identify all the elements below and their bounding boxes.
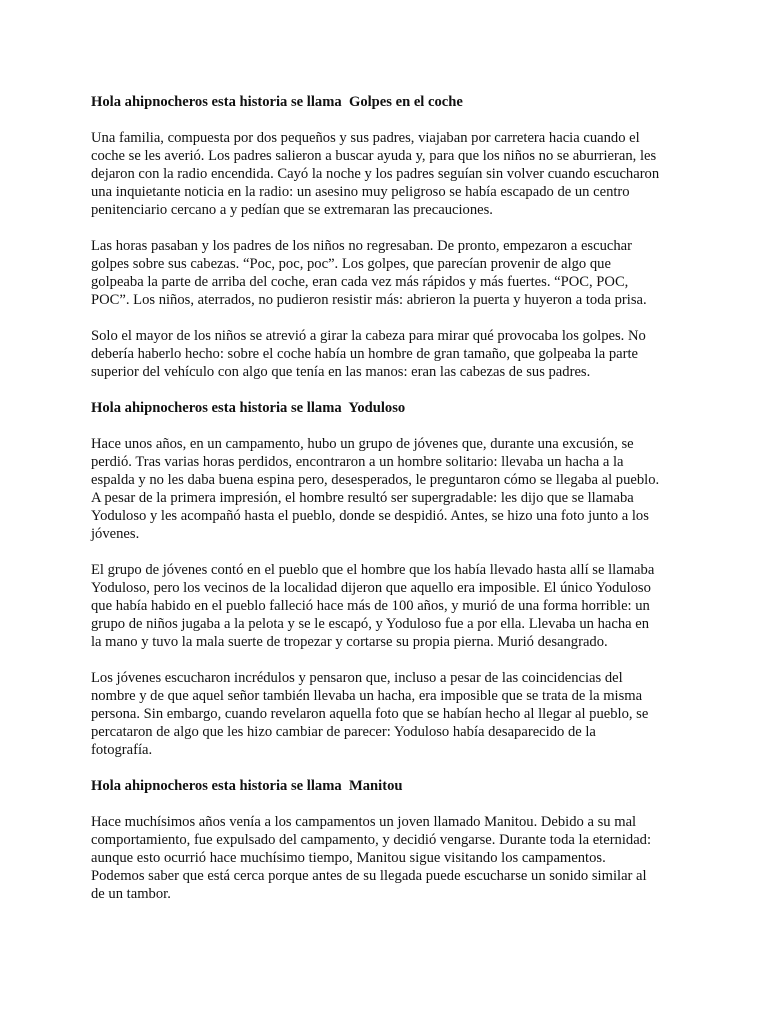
- paragraph: [91, 435, 692, 543]
- text-line: aunque esto ocurrió hace muchísimo tiempo, Manitou sigue visitando los campamentos.: [91, 850, 606, 866]
- text-line: de un tambor.: [91, 886, 171, 902]
- paragraph: [91, 813, 692, 903]
- text-line: nombre y de que aquel señor también llevaba un hacha, era imposible que se trata de la misma: [91, 688, 643, 704]
- text-line: la mano y tuvo la mala suerte de tropezar y cortarse su propia pierna. Murió desangrado.: [91, 634, 608, 650]
- text-line: golpeaba la parte de arriba del coche, eran cada vez más rápidos y más fuertes. “POC, POC,: [91, 274, 629, 290]
- text-line: Hace muchísimos años venía a los campamentos un joven llamado Manitou. Debido a su mal: [91, 814, 637, 830]
- paragraph: [91, 237, 692, 309]
- text-line: golpes sobre sus cabezas. “Poc, poc, poc”. Los golpes, que parecían provenir de algo que: [91, 256, 611, 272]
- text-line: perdió. Tras varias horas perdidos, encontraron a un hombre solitario: llevaba un hacha a la: [91, 454, 624, 470]
- text-line: superior del vehículo con algo que tenía en las manos: eran las cabezas de sus padres.: [91, 364, 591, 380]
- text-line: persona. Sin embargo, cuando revelaron aquella foto que se habían hecho al llegar al pueblo, se: [91, 706, 649, 722]
- paragraph: [91, 129, 692, 219]
- text-line: A pesar de la primera impresión, el hombre resultó ser supergradable: les dijo que se llamaba: [91, 490, 634, 506]
- story-title: Hola ahipnocheros esta historia se llama Manitou: [91, 778, 403, 794]
- text-line: Podemos saber que está cerca porque antes de su llegada puede escucharse un sonido similar al: [91, 868, 647, 884]
- text-line: una inquietante noticia en la radio: un asesino muy peligroso se había escapado de un centro: [91, 184, 630, 200]
- text-line: que había habido en el pueblo falleció hace más de 100 años, y murió de una forma horrible: un: [91, 598, 650, 614]
- text-line: Hace unos años, en un campamento, hubo un grupo de jóvenes que, durante una excusión, se: [91, 436, 634, 452]
- text-line: coche se les averió. Los padres salieron a buscar ayuda y, para que los niños no se aburrieran, les: [91, 148, 657, 164]
- text-line: penitenciario cercano a y pedían que se extremaran las precauciones.: [91, 202, 493, 218]
- text-line: comportamiento, fue expulsado del campamento, y decidió vengarse. Durante toda la eternidad:: [91, 832, 652, 848]
- text-line: El grupo de jóvenes contó en el pueblo que el hombre que los había llevado hasta allí se llamaba: [91, 562, 655, 578]
- paragraph: [91, 669, 692, 759]
- text-line: percataron de algo que les hizo cambiar de parecer: Yoduloso había desaparecido de la: [91, 724, 596, 740]
- story-title: Hola ahipnocheros esta historia se llama Golpes en el coche: [91, 94, 463, 110]
- text-line: Solo el mayor de los niños se atrevió a girar la cabeza para mirar qué provocaba los golpes. No: [91, 328, 646, 344]
- text-line: jóvenes.: [91, 526, 140, 542]
- paragraph: [91, 327, 692, 381]
- story-title: Hola ahipnocheros esta historia se llama Yoduloso: [91, 400, 406, 416]
- text-line: grupo de niños jugaba a la pelota y se le escapó, y Yoduloso fue a por ella. Llevaba un hacha en: [91, 616, 650, 632]
- paragraph: [91, 561, 692, 651]
- text-line: dejaron con la radio encendida. Cayó la noche y los padres seguían sin volver cuando escucharon: [91, 166, 660, 182]
- text-line: Yoduloso, pero los vecinos de la localidad dijeron que aquello era imposible. El único Yoduloso: [91, 580, 651, 596]
- text-line: Una familia, compuesta por dos pequeños y sus padres, viajaban por carretera hacia cuando el: [91, 130, 640, 146]
- text-line: Los jóvenes escucharon incrédulos y pensaron que, incluso a pesar de las coincidencias del: [91, 670, 623, 686]
- text-line: POC”. Los niños, aterrados, no pudieron resistir más: abrieron la puerta y huyeron a toda prisa.: [91, 292, 647, 308]
- text-line: espalda y no les daba buena espina pero, desesperados, le preguntaron cómo se llegaba al pueblo.: [91, 472, 660, 488]
- text-line: Las horas pasaban y los padres de los niños no regresaban. De pronto, empezaron a escuchar: [91, 238, 632, 254]
- text-line: Yoduloso y les acompañó hasta el pueblo, donde se despidió. Antes, se hizo una foto junto a los: [91, 508, 649, 524]
- text-line: debería haberlo hecho: sobre el coche había un hombre de gran tamaño, que golpeaba la parte: [91, 346, 639, 362]
- text-line: fotografía.: [91, 742, 153, 758]
